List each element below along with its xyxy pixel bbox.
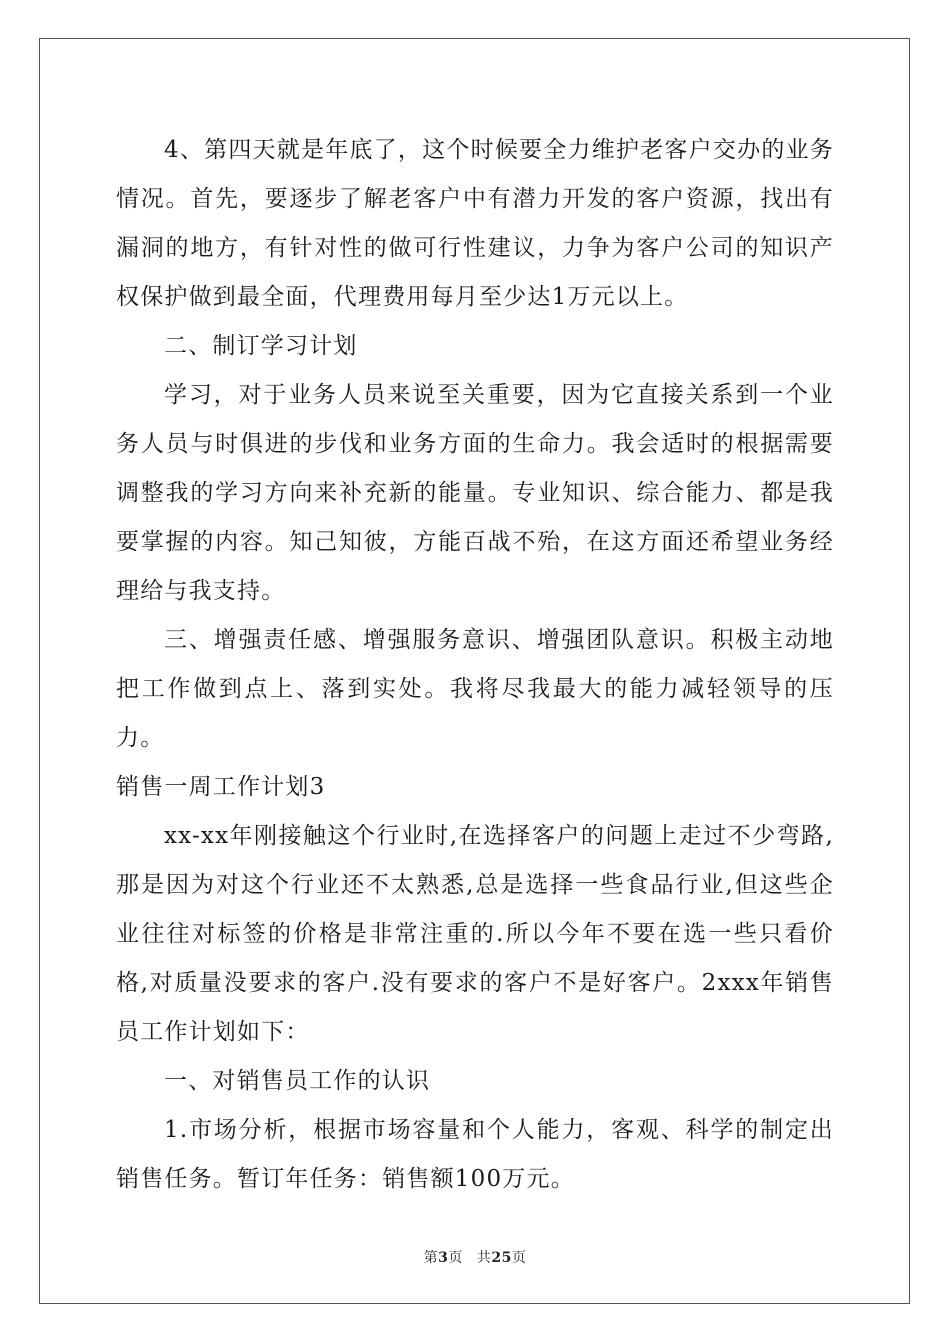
page-suffix: 页 [448,1250,463,1266]
paragraph-responsibility: 三、增强责任感、增强服务意识、增强团队意识。积极主动地把工作做到点上、落到实处。我将尽我最大的能力减轻领导的压力。 [116,627,834,751]
page-prefix: 第 [423,1250,439,1266]
document-body [116,126,834,1204]
page-number: 3 [438,1250,449,1266]
paragraph-study: 学习，对于业务人员来说至关重要，因为它直接关系到一个业务人员与时俱进的步伐和业务方面的生命力。我会适时的根据需要调整我的学习方向来补充新的能量。专业知识、综合能力、都是我要掌握的内容。知己知彼，方能百战不殆，在这方面还希望业务经理给与我支持。 [116,382,834,604]
paragraph-day-four: 4、第四天就是年底了，这个时候要全力维护老客户交办的业务情况。首先，要逐步了解老客户中有潜力开发的客户资源，找出有漏洞的地方，有针对性的做可行性建议，力争为客户公司的知识产权保护做到最全面，代理费用每月至少达1万元以上。 [116,137,834,310]
total-prefix: 共 [476,1250,492,1266]
heading-sales-understanding: 一、对销售员工作的认识 [164,1068,431,1094]
total-suffix: 页 [511,1250,527,1266]
total-pages: 25 [491,1250,512,1266]
section-title: 销售一周工作计划3 [116,774,326,800]
paragraph-market-analysis: 1.市场分析，根据市场容量和个人能力，客观、科学的制定出销售任务。暂订年任务：销售额100万元。 [116,1117,834,1192]
heading-study-plan: 二、制订学习计划 [164,333,358,359]
page-footer [0,1247,950,1267]
paragraph-industry-intro: xx-xx年刚接触这个行业时,在选择客户的问题上走过不少弯路,那是因为对这个行业还不太熟悉,总是选择一些食品行业,但这些企业往往对标签的价格是非常注重的.所以今年不要在选一些只看价格,对质量没要求的客户.没有要求的客户不是好客户。2xxx年销售员工作计划如下： [116,823,834,1045]
